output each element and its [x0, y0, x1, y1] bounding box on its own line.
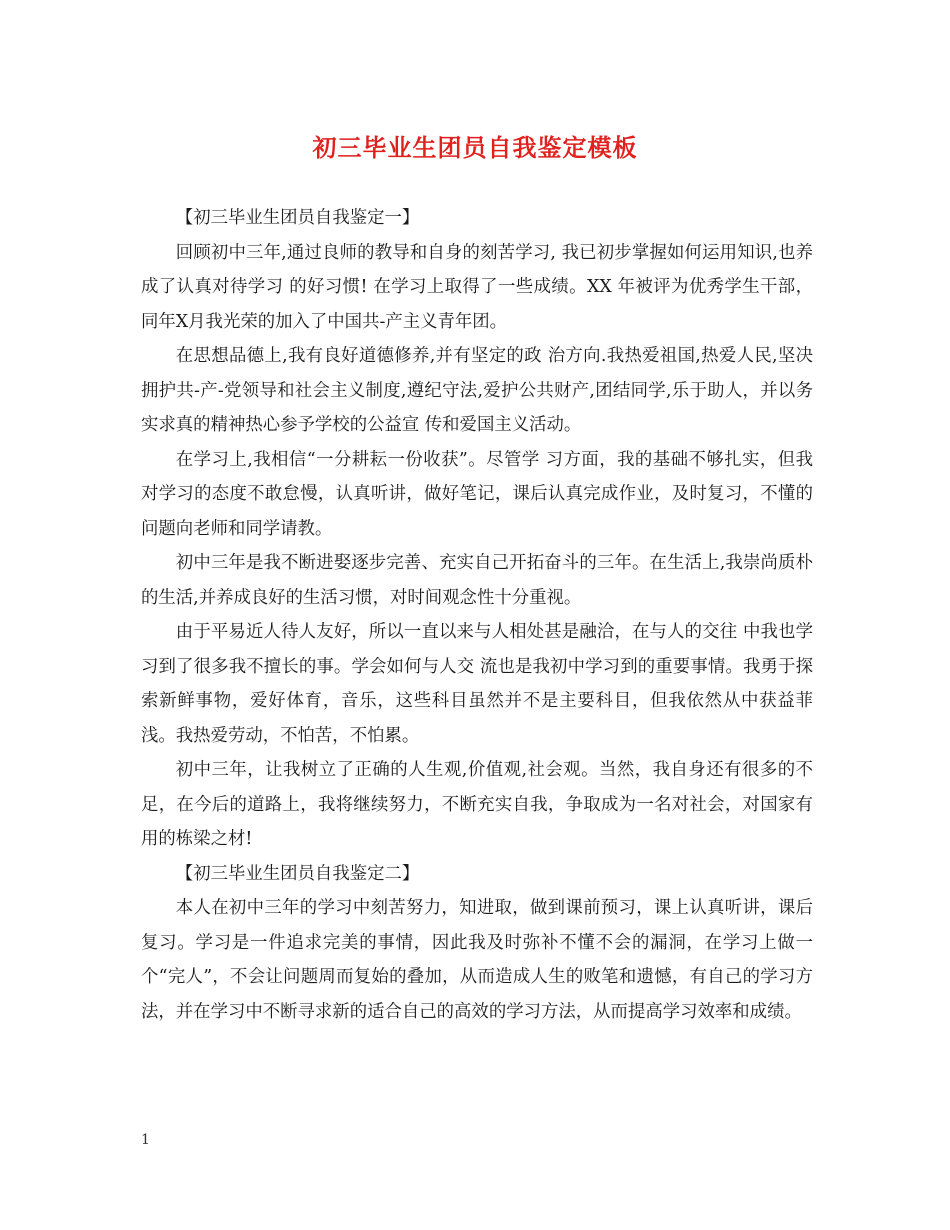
paragraph: 初中三年是我不断进娶逐步完善、充实自己开拓奋斗的三年。在生活上,我崇尚质朴的生活,并养成良好的生活习惯，对时间观念性十分重视。	[141, 553, 813, 608]
paragraph: 在学习上,我相信“一分耕耘一份收获”。尽管学 习方面，我的基础不够扎实，但我对学习的态度不敢怠慢，认真听讲，做好笔记，课后认真完成作业，及时复习，不懂的问题向老师和同学请教。	[141, 449, 813, 539]
section-heading-two: 【初三毕业生团员自我鉴定二】	[175, 863, 420, 884]
section-heading-one: 【初三毕业生团员自我鉴定一】	[175, 208, 420, 228]
document-body	[141, 201, 813, 1029]
paragraph: 在思想品德上,我有良好道德修养,并有坚定的政 治方向.我热爱祖国,热爱人民,坚决拥护共-产-党领导和社会主义制度,遵纪守法,爱护公共财产,团结同学,乐于助人，并以务实求真的精神热心参予学校的公益宣 传和爱国主义活动。	[141, 346, 813, 435]
page-number: 1	[141, 1132, 150, 1148]
paragraph: 初中三年，让我树立了正确的人生观,价值观,社会观。当然，我自身还有很多的不足，在今后的道路上，我将继续努力，不断充实自我，争取成为一名对社会，对国家有用的栋梁之材!	[141, 760, 813, 849]
paragraph: 回顾初中三年,通过良师的教导和自身的刻苦学习, 我已初步掌握如何运用知识,也养成了认真对待学习 的好习惯! 在学习上取得了一些成绩。XX 年被评为优秀学生干部，同年X月我光荣的加入了中国共-产主义青年团。	[141, 242, 813, 332]
paragraph: 由于平易近人待人友好，所以一直以来与人相处甚是融洽，在与人的交往 中我也学习到了很多我不擅长的事。学会如何与人交 流也是我初中学习到的重要事情。我勇于探索新鲜事物，爱好体育，音乐，这些科目虽然并不是主要科目，但我依然从中获益菲浅。我热爱劳动，不怕苦，不怕累。	[141, 622, 813, 746]
paragraph: 本人在初中三年的学习中刻苦努力，知进取，做到课前预习，课上认真听讲，课后复习。学习是一件追求完美的事情，因此我及时弥补不懂不会的漏洞，在学习上做一个“完人”，不会让问题周而复始的叠加，从而造成人生的败笔和遗憾，有自己的学习方法，并在学习中不断寻求新的适合自己的高效的学习方法，从而提高学习效率和成绩。	[141, 898, 813, 1022]
document-title: 初三毕业生团员自我鉴定模板	[312, 133, 638, 162]
